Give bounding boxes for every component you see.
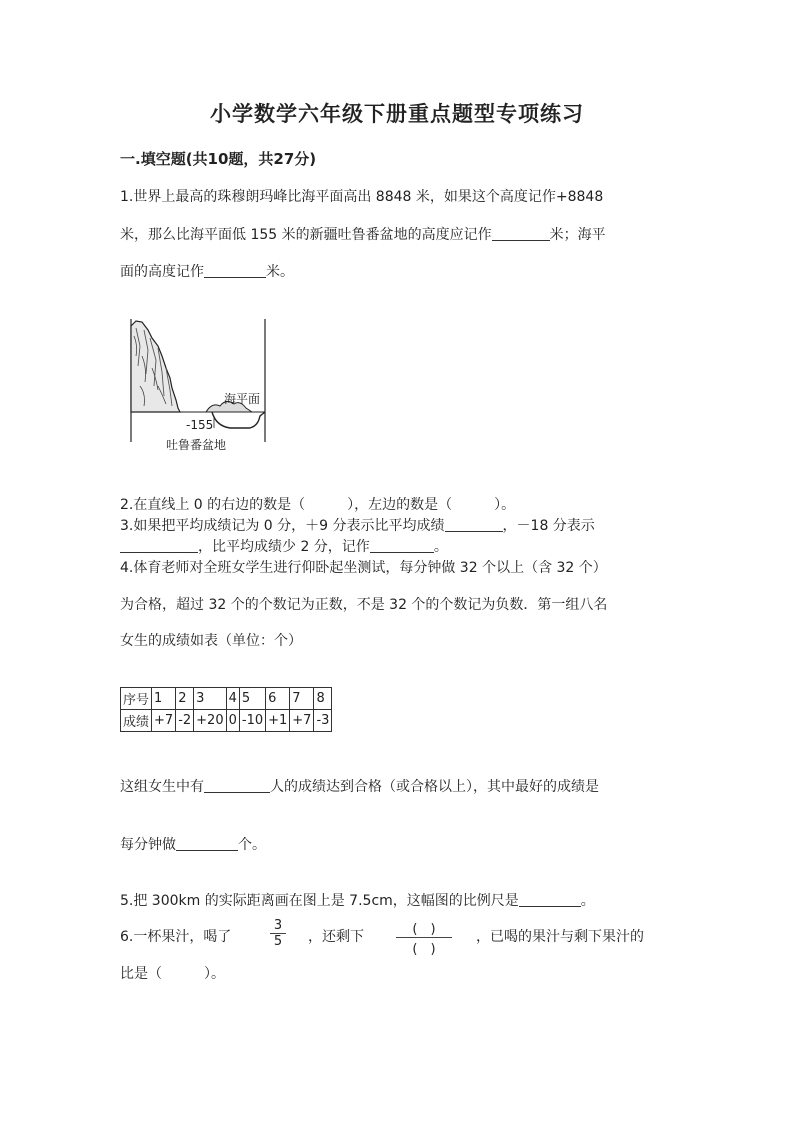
q1-line2-text-a: 米，那么比海平面低 155 米的新疆吐鲁番盆地的高度应记作: [120, 227, 492, 243]
q4-ans2-text-a: 每分钟做: [120, 837, 176, 853]
table-cell: 2: [176, 688, 194, 710]
table-cell: 序号: [121, 688, 152, 710]
q1-blank-sea-level[interactable]: [204, 263, 266, 278]
table-cell: -2: [176, 710, 194, 732]
q4-blank-count[interactable]: [204, 778, 270, 793]
q6-text-b: ，还剩下: [308, 929, 364, 945]
table-cell: +7: [290, 710, 314, 732]
section-heading: 一.填空题(共10题，共27分): [120, 150, 317, 168]
q4-line2: 为合格，超过 32 个的个数记为正数，不是 32 个的个数记为负数．第一组八名: [120, 597, 608, 613]
table-cell: 0: [226, 710, 239, 732]
q1-line3-text-a: 面的高度记作: [120, 264, 204, 280]
sea-level-label: 海平面: [224, 392, 261, 406]
table-cell: -3: [314, 710, 332, 732]
table-cell: -10: [239, 710, 265, 732]
q3-line1-text-b: ，－18 分表示: [502, 518, 595, 534]
fraction-drunk: [270, 918, 286, 949]
q4-blank-best[interactable]: [176, 836, 238, 851]
q1-line2-text-b: 米；海平: [549, 227, 606, 243]
q4-answer-line2: [120, 834, 266, 854]
q1-line3: [120, 261, 294, 281]
q6-line2: [120, 963, 225, 983]
q5-line: [120, 890, 595, 910]
q2-line: [120, 494, 515, 514]
q1-line3-text-b: 米。: [266, 264, 294, 280]
q1-blank-basin[interactable]: [492, 226, 550, 241]
fraction-numerator: 3: [273, 918, 283, 933]
q3-blank-plus9[interactable]: [445, 517, 503, 532]
terrain-illustration: [128, 316, 270, 456]
blank-denominator[interactable]: ( ): [396, 937, 452, 957]
table-cell: 4: [226, 688, 239, 710]
table-cell: 8: [314, 688, 332, 710]
table-cell: +20: [194, 710, 226, 732]
q5-text-a: 5.把 300km 的实际距离画在图上是 7.5cm，这幅图的比例尺是: [120, 893, 519, 909]
fraction-denominator: 5: [270, 933, 286, 949]
depth-label: -155: [186, 418, 214, 432]
q6-text-a: 6.一杯果汁，喝了: [120, 929, 232, 945]
q1-line2: [120, 224, 606, 244]
table-cell: +1: [266, 710, 290, 732]
page-title: 小学数学六年级下册重点题型专项练习: [210, 101, 584, 126]
q4-answer-line1: [120, 776, 599, 796]
blank-numerator[interactable]: ( ): [412, 922, 436, 937]
q3-blank-minus18[interactable]: [120, 538, 198, 553]
table-cell: 3: [194, 688, 226, 710]
q2-text-b: ），左边的数是（: [347, 497, 453, 513]
q4-line3: 女生的成绩如表（单位：个）: [120, 633, 302, 649]
q3-line1: [120, 515, 595, 535]
q3-line1-text-a: 3.如果把平均成绩记为 0 分，＋9 分表示比平均成绩: [120, 518, 445, 534]
table-cell: 5: [239, 688, 265, 710]
q6-line2-text-b: ）。: [204, 966, 225, 982]
q6-line2-text-a: 比是（: [120, 966, 162, 982]
q3-line2: [120, 536, 448, 556]
table-row: [121, 710, 332, 732]
q1-line1: 1.世界上最高的珠穆朗玛峰比海平面高出 8848 米，如果这个高度记作+8848: [120, 189, 604, 205]
table-row: [121, 688, 332, 710]
fraction-remaining-blank[interactable]: [396, 918, 452, 957]
q4-line1: 4.体育老师对全班女学生进行仰卧起坐测试，每分钟做 32 个以上（含 32 个）: [120, 560, 607, 576]
q2-text-c: ）。: [494, 497, 516, 513]
q4-ans1-text-a: 这组女生中有: [120, 779, 204, 795]
q5-text-b: 。: [580, 893, 595, 909]
basin-label: 吐鲁番盆地: [166, 438, 227, 452]
q3-line2-text-b: 。: [433, 539, 448, 555]
table-cell: +7: [152, 710, 176, 732]
q3-blank-minus2[interactable]: [370, 538, 434, 553]
q4-ans2-text-b: 个。: [238, 837, 266, 853]
table-cell: 7: [290, 688, 314, 710]
q6-text-c: ，已喝的果汁与剩下果汁的: [476, 929, 644, 945]
terrain-figure: [128, 316, 270, 456]
q2-text-a: 2.在直线上 0 的右边的数是（: [120, 497, 306, 513]
q5-blank-scale[interactable]: [519, 892, 581, 907]
q4-ans1-text-b: 人的成绩达到合格（或合格以上），其中最好的成绩是: [270, 779, 599, 795]
q3-line2-text-a: ，比平均成绩少 2 分，记作: [198, 539, 370, 555]
table-cell: 6: [266, 688, 290, 710]
table-cell: 1: [152, 688, 176, 710]
scores-table: [120, 687, 332, 732]
table-cell: 成绩: [121, 710, 152, 732]
